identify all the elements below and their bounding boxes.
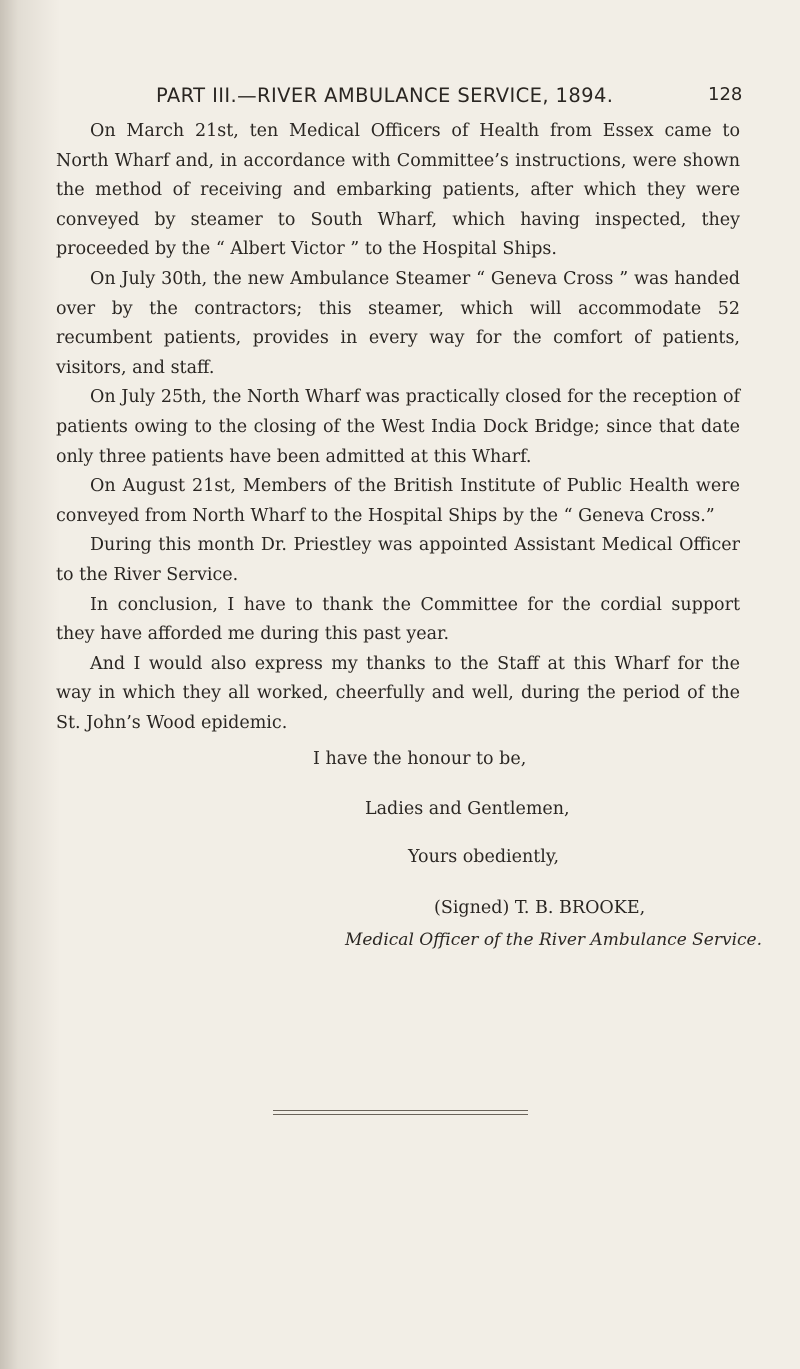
signer-title: Medical Officer of the River Ambulance Service.	[345, 930, 763, 950]
closing-valediction: Yours obediently,	[408, 847, 560, 867]
running-title: PART III.—RIVER AMBULANCE SERVICE, 1894.	[156, 84, 614, 107]
signature: (Signed) T. B. BROOKE,	[434, 898, 646, 918]
divider-rule-bottom	[273, 1114, 528, 1115]
divider-rule-top	[273, 1110, 528, 1111]
closing-honour: I have the honour to be,	[313, 749, 527, 769]
paragraph-geneva-cross-delivery: On July 30th, the new Ambulance Steamer “ Geneva Cross ” was handed over by the contractors; this steamer, which will accommodate 52 recumbent patients, provides in every way for the comfort of patients, visitors, and staff.	[56, 268, 740, 378]
page-number: 128	[708, 84, 743, 105]
paragraph-conclusion: In conclusion, I have to thank the Committee for the cordial support they have afforded me during this past year.	[56, 594, 740, 645]
paragraph-thanks-staff: And I would also express my thanks to the Staff at this Wharf for the way in which they all worked, cheerfully and well, during the period of the St. John’s Wood epidemic.	[56, 653, 740, 733]
paragraph-priestley-appointment: During this month Dr. Priestley was appointed Assistant Medical Officer to the River Service.	[56, 535, 740, 585]
paragraph-british-institute-visit: On August 21st, Members of the British Institute of Public Health were conveyed from North Wharf to the Hospital Ships by the “ Geneva Cross.”	[56, 476, 740, 526]
body-text	[56, 117, 740, 738]
paragraph-north-wharf-closed: On July 25th, the North Wharf was practically closed for the reception of patients owing to the closing of the West India Dock Bridge; since that date only three patients have been admitted at this Wharf.	[56, 387, 740, 467]
paragraph-essex-visit: On March 21st, ten Medical Officers of Health from Essex came to North Wharf and, in accordance with Committee’s instructions, were shown the method of receiving and embarking patients, after which they were conveyed by steamer to South Wharf, which having inspected, they proceeded by the “ Albert Victor ” to the Hospital Ships.	[56, 121, 740, 260]
closing-salutation: Ladies and Gentlemen,	[365, 799, 570, 819]
